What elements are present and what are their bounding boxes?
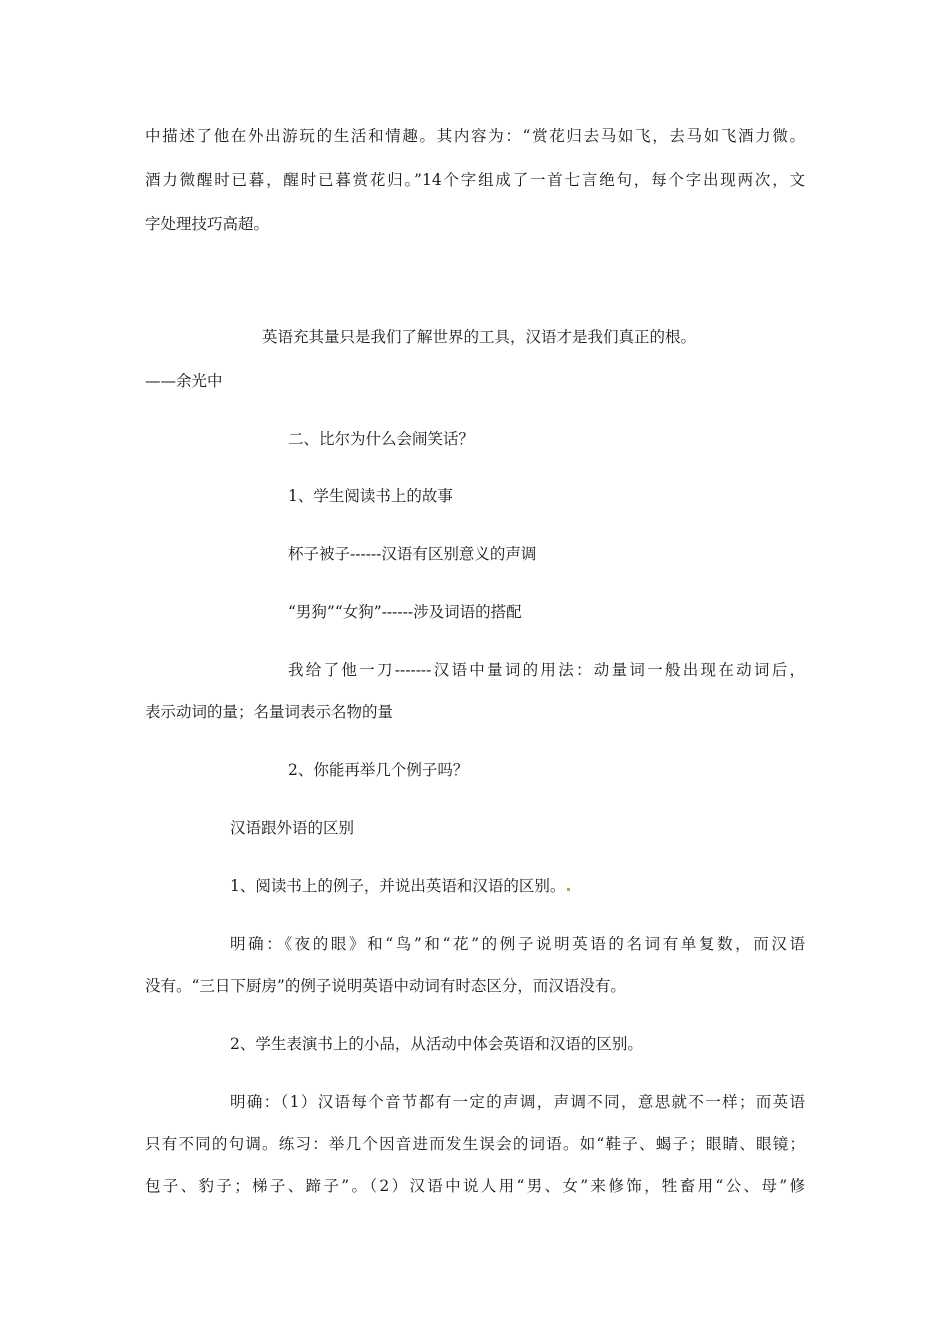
list-item: [230, 876, 570, 896]
clarify-line: 明确：（1）汉语每个音节都有一定的声调，声调不同，意思就不一样；而英语: [230, 1093, 805, 1111]
edit-marker-icon: [567, 888, 570, 891]
quote-author: ——余光中: [145, 372, 223, 390]
clarify-line: 明确：《夜的眼》和“鸟”和“花”的例子说明英语的名词有单复数，而汉语: [230, 935, 805, 953]
list-item: 2、你能再举几个例子吗？: [288, 761, 469, 779]
clarify-line: 没有。“三日下厨房”的例子说明英语中动词有时态区分，而汉语没有。: [145, 977, 626, 995]
list-item: 2、学生表演书上的小品，从活动中体会英语和汉语的区别。: [230, 1035, 643, 1053]
clarify-line: 包子、豹子；梯子、蹄子”。（2）汉语中说人用“男、女”来修饰，牲畜用“公、母”修: [145, 1177, 805, 1195]
list-item-text: 1、阅读书上的例子，并说出英语和汉语的区别。: [230, 877, 566, 895]
section-heading: 汉语跟外语的区别: [230, 819, 355, 837]
section-heading: 二、比尔为什么会闹笑话？: [288, 430, 475, 448]
list-item: 1、学生阅读书上的故事: [288, 487, 453, 505]
quote-text: 英语充其量只是我们了解世界的工具，汉语才是我们真正的根。: [262, 328, 697, 346]
intro-line-2: 酒力微醒时已暮，醒时已暮赏花归。”14个字组成了一首七言绝句，每个字出现两次，文: [145, 171, 805, 189]
intro-line-1: 中描述了他在外出游玩的生活和情趣。其内容为：“赏花归去马如飞，去马如飞酒力微。: [145, 127, 805, 145]
intro-line-3: 字处理技巧高超。: [145, 215, 270, 233]
example-line: “男狗”“女狗”------涉及词语的搭配: [288, 603, 522, 621]
example-line: 我给了他一刀-------汉语中量词的用法：动量词一般出现在动词后，: [288, 661, 805, 679]
example-line-continued: 表示动词的量；名量词表示名物的量: [145, 703, 394, 721]
example-line: 杯子被子------汉语有区别意义的声调: [288, 545, 537, 563]
clarify-line: 只有不同的句调。练习：举几个因音进而发生误会的词语。如“鞋子、蝎子；眼睛、眼镜；: [145, 1135, 805, 1153]
